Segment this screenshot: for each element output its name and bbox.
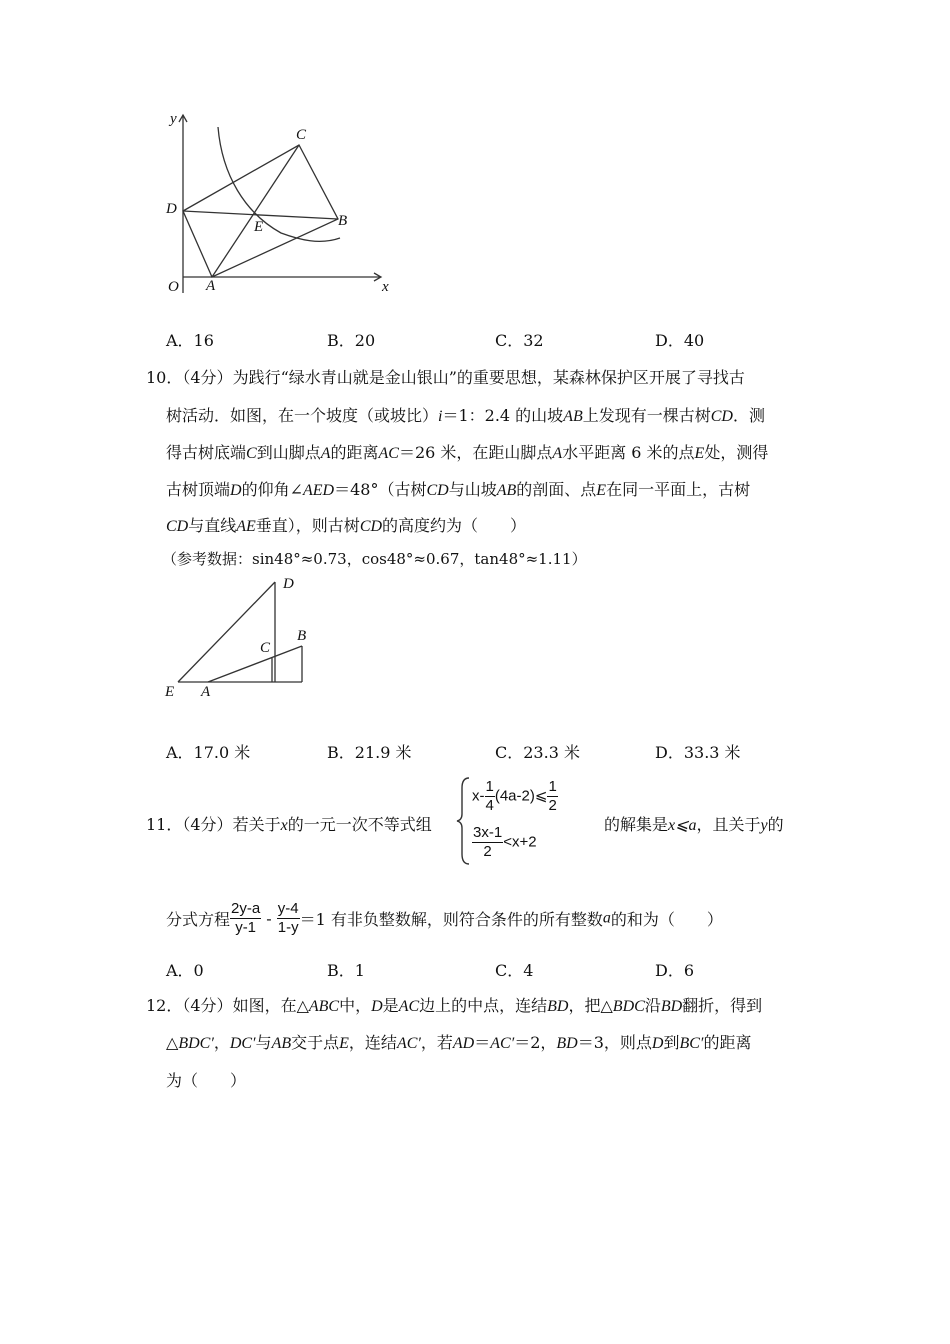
q10-var-c: C bbox=[246, 445, 257, 462]
q10-option-b[interactable]: B．21.9 米 bbox=[327, 743, 412, 762]
q12-t2f: ，若 bbox=[420, 1033, 453, 1052]
q12-t1b: 中， bbox=[339, 996, 372, 1015]
q10-t2b: ＝1：2.4 的山坡 bbox=[442, 406, 564, 425]
q11-line1-tail bbox=[604, 812, 784, 835]
q10-t5a: 与直线 bbox=[188, 516, 237, 535]
q12-t2e: ，连结 bbox=[348, 1033, 397, 1052]
q10-line2 bbox=[166, 403, 765, 426]
ineq1-rden: 2 bbox=[548, 797, 557, 814]
q11-line1 bbox=[146, 812, 432, 835]
q11-option-d[interactable]: D．6 bbox=[655, 961, 695, 980]
q10-score: （4分） bbox=[182, 368, 233, 387]
q12-t1g: 翻折，得到 bbox=[682, 996, 763, 1015]
q12-var-bd: BD bbox=[547, 998, 569, 1015]
q10-t3d: ＝26 米，在距山脚点 bbox=[398, 443, 553, 462]
q12-t1a: 如图，在△ bbox=[232, 996, 309, 1015]
q10-t2a: 树活动．如图，在一个坡度（或坡比） bbox=[166, 406, 439, 425]
q12-var-bdc2: BDC′ bbox=[178, 1035, 214, 1052]
q12-var-ad: AD bbox=[452, 1035, 475, 1052]
q12-t2b: ， bbox=[213, 1033, 230, 1052]
f2-num: y-4 bbox=[277, 900, 299, 917]
q11-score: （4分） bbox=[182, 815, 233, 834]
q10-var-cd: CD bbox=[710, 408, 733, 425]
q10-t2c: 上发现有一棵古树 bbox=[582, 406, 711, 425]
ineq1-num: 1 bbox=[485, 778, 494, 795]
q10-figure bbox=[160, 572, 330, 702]
ineq1-frac bbox=[485, 778, 495, 815]
q10-t5b: 垂直），则古树 bbox=[255, 516, 360, 535]
label-D2: D bbox=[283, 576, 294, 592]
ineq2-den: 2 bbox=[483, 843, 492, 860]
q10-var-ab2: AB bbox=[496, 482, 517, 499]
q11-option-b[interactable]: B．1 bbox=[327, 961, 365, 980]
q10-var-i: i bbox=[438, 408, 443, 425]
q10-t3b: 到山脚点 bbox=[256, 443, 321, 462]
q11-tb: 的一元一次不等式组 bbox=[287, 815, 432, 834]
label-E2: E bbox=[165, 684, 175, 700]
q11-minus: - bbox=[261, 909, 277, 928]
q12-var-ac3: AC′ bbox=[490, 1035, 515, 1052]
ineq2-frac bbox=[472, 824, 503, 861]
q11-var-a: a bbox=[602, 909, 611, 927]
q12-line3: 为（ ） bbox=[166, 1071, 247, 1090]
q12-t2a: △ bbox=[166, 1033, 179, 1052]
ineq1-mid: (4a-2)⩽ bbox=[494, 787, 548, 805]
q11-option-a[interactable]: A．0 bbox=[166, 961, 204, 980]
q10-var-cd4: CD bbox=[359, 518, 383, 535]
sightline-ED bbox=[178, 582, 275, 682]
label-C2: C bbox=[260, 640, 271, 656]
q10-t4f: 在同一平面上，古树 bbox=[606, 480, 751, 499]
q10-t3f: 处，测得 bbox=[704, 443, 769, 462]
q12-var-abc: ABC bbox=[308, 998, 340, 1015]
q10-t4e: 的剖面、点 bbox=[516, 480, 597, 499]
f1-num: 2y-a bbox=[231, 900, 261, 917]
q12-number: 12． bbox=[146, 996, 183, 1015]
q12-t2d: 交于点 bbox=[291, 1033, 340, 1052]
q10-var-cd3: CD bbox=[166, 518, 189, 535]
q10-t4c: ＝48°（古树 bbox=[334, 480, 427, 499]
q10-option-c[interactable]: C．23.3 米 bbox=[495, 743, 580, 762]
label-E: E bbox=[254, 219, 264, 235]
ineq1-den: 4 bbox=[485, 797, 494, 814]
q12-var-bd3: BD bbox=[556, 1035, 578, 1052]
q10-number: 10． bbox=[146, 368, 183, 387]
q12-t1c: 是 bbox=[382, 996, 399, 1015]
q12-var-bdc: BDC bbox=[612, 998, 645, 1015]
q11-frac1 bbox=[230, 900, 261, 937]
q11-te: 的 bbox=[767, 815, 784, 834]
label-B: B bbox=[338, 213, 348, 229]
q10-var-aed: AED bbox=[303, 482, 335, 499]
brace-icon bbox=[456, 776, 472, 866]
q9-option-b[interactable]: B．20 bbox=[327, 331, 376, 350]
label-A2: A bbox=[201, 684, 211, 700]
q10-line5 bbox=[166, 513, 526, 536]
q11-ta: 若关于 bbox=[232, 815, 281, 834]
q12-t1f: 沿 bbox=[644, 996, 661, 1015]
q12-var-dc: DC′ bbox=[229, 1035, 256, 1052]
q11-frac2 bbox=[277, 900, 300, 937]
q10-var-cd2: CD bbox=[426, 482, 449, 499]
q11-line2 bbox=[166, 900, 723, 937]
f2-den: 1-y bbox=[277, 919, 299, 936]
q10-t2d: ．测 bbox=[732, 406, 765, 425]
f1-den: y-1 bbox=[235, 919, 257, 936]
q10-t4a: 古树顶端 bbox=[166, 480, 231, 499]
q12-t2g: ＝ bbox=[474, 1033, 491, 1052]
q12-t2i: ＝3，则点 bbox=[577, 1033, 652, 1052]
slope-AB bbox=[208, 646, 302, 682]
q12-t1e: ，把△ bbox=[568, 996, 613, 1015]
label-D: D bbox=[166, 201, 177, 217]
q10-var-ac: AC bbox=[378, 445, 399, 462]
q10-t3c: 的距离 bbox=[330, 443, 379, 462]
label-A: A bbox=[206, 278, 216, 294]
ineq2-num: 3x-1 bbox=[473, 824, 503, 841]
label-O: O bbox=[168, 279, 179, 295]
q10-t3e: 水平距离 6 米的点 bbox=[562, 443, 695, 462]
q12-t2h: ＝2， bbox=[514, 1033, 557, 1052]
ineq1-rfrac bbox=[547, 778, 557, 815]
q11-option-c[interactable]: C．4 bbox=[495, 961, 534, 980]
q12-line2 bbox=[166, 1030, 751, 1053]
q11-tc: 的解集是 bbox=[604, 815, 669, 834]
q12-var-bc: BC′ bbox=[679, 1035, 704, 1052]
q10-line4 bbox=[166, 477, 750, 500]
q12-var-ac2: AC′ bbox=[396, 1035, 421, 1052]
quad-ABCD bbox=[183, 145, 338, 277]
q11-l2c: 的和为（ ） bbox=[610, 910, 723, 929]
q10-line1 bbox=[146, 365, 745, 388]
q10-t3a: 得古树底端 bbox=[166, 443, 247, 462]
ineq-row-1 bbox=[472, 778, 558, 815]
ineq1-rnum: 1 bbox=[548, 778, 557, 795]
q12-t1d: 边上的中点，连结 bbox=[419, 996, 548, 1015]
q10-t5c: 的高度约为（ ） bbox=[382, 516, 527, 535]
q9-option-c[interactable]: C．32 bbox=[495, 331, 544, 350]
q11-var-x: x bbox=[280, 817, 288, 834]
q11-l2a: 分式方程 bbox=[166, 910, 231, 929]
q11-number: 11． bbox=[146, 815, 183, 834]
q10-var-a2: A bbox=[552, 445, 563, 462]
label-C: C bbox=[296, 127, 307, 143]
q10-var-ae: AE bbox=[236, 518, 256, 535]
q12-var-e: E bbox=[339, 1035, 349, 1052]
q11-solution: x⩽a bbox=[668, 817, 697, 834]
q10-reference: （参考数据：sin48°≈0.73，cos48°≈0.67，tan48°≈1.11） bbox=[162, 550, 587, 568]
q12-t2c: 与 bbox=[255, 1033, 272, 1052]
q9-option-d[interactable]: D．40 bbox=[655, 331, 705, 350]
label-y: y bbox=[170, 111, 177, 127]
q9-option-a[interactable]: A．16 bbox=[166, 331, 214, 350]
ineq-row-2 bbox=[472, 824, 537, 861]
ineq1-pre: x- bbox=[472, 787, 485, 805]
q10-var-e: E bbox=[694, 445, 705, 462]
label-x: x bbox=[382, 279, 389, 295]
q9-figure bbox=[150, 105, 400, 305]
q11-var-y: y bbox=[760, 817, 768, 834]
q10-var-ab: AB bbox=[563, 408, 583, 425]
label-B2: B bbox=[297, 628, 307, 644]
ineq2-post: <x+2 bbox=[503, 833, 537, 851]
q10-var-e2: E bbox=[596, 482, 607, 499]
q12-var-ac: AC bbox=[398, 998, 420, 1015]
q10-option-a[interactable]: A．17.0 米 bbox=[166, 743, 251, 762]
q10-t4b: 的仰角∠ bbox=[241, 480, 303, 499]
q12-t2j: 到 bbox=[663, 1033, 680, 1052]
q10-t4d: 与山坡 bbox=[448, 480, 497, 499]
q12-var-ab: AB bbox=[271, 1035, 292, 1052]
q11-l2b: ＝1 有非负整数解，则符合条件的所有整数 bbox=[299, 910, 603, 929]
q12-score: （4分） bbox=[182, 996, 233, 1015]
q10-text-1: 为践行“绿水青山就是金山银山”的重要思想，某森林保护区开展了寻找古 bbox=[232, 368, 745, 387]
q10-var-d: D bbox=[230, 482, 242, 499]
q10-line3 bbox=[166, 440, 768, 463]
q12-var-d: D bbox=[371, 998, 383, 1015]
q11-td: ，且关于 bbox=[696, 815, 761, 834]
q10-var-a: A bbox=[320, 445, 331, 462]
q12-var-bd2: BD bbox=[660, 998, 683, 1015]
q12-var-d2: D bbox=[651, 1035, 664, 1052]
q10-option-d[interactable]: D．33.3 米 bbox=[655, 743, 741, 762]
q12-t2k: 的距离 bbox=[703, 1033, 752, 1052]
q12-line1 bbox=[146, 993, 762, 1016]
hyperbola-curve bbox=[218, 127, 340, 241]
